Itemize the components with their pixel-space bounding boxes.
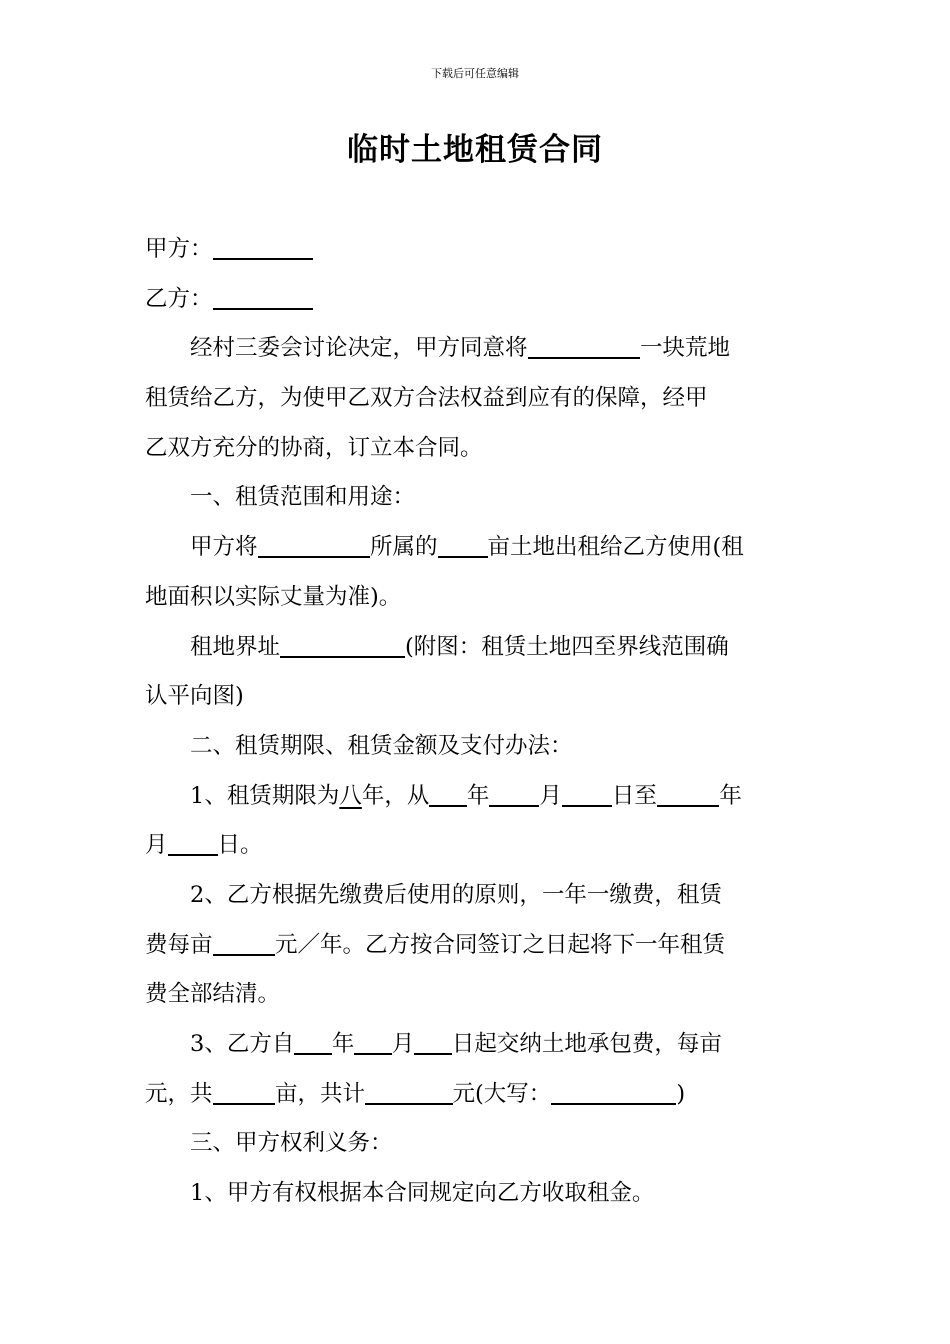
contract-line bbox=[145, 772, 807, 822]
fill-in-blank bbox=[365, 1077, 453, 1105]
fill-in-blank bbox=[280, 630, 405, 658]
text-segment: 日起交纳土地承包费，每亩 bbox=[451, 1031, 722, 1057]
text-segment: 费全部结清。 bbox=[145, 981, 281, 1008]
text-segment: 亩，共计 bbox=[275, 1080, 366, 1107]
text-segment: 地面积以实际丈量为准)。 bbox=[145, 583, 402, 610]
text-segment: 元(大写： bbox=[452, 1080, 552, 1107]
fill-in-blank bbox=[414, 1027, 452, 1055]
fill-in-blank bbox=[213, 282, 313, 310]
text-segment: 日至 bbox=[611, 782, 657, 809]
text-segment: 日。 bbox=[217, 832, 263, 859]
contract-line bbox=[145, 225, 807, 275]
text-segment: 2、乙方根据先缴费后使用的原则，一年一缴费，租赁 bbox=[145, 881, 722, 908]
underlined-text: 八 bbox=[339, 782, 362, 809]
fill-in-blank bbox=[213, 1077, 276, 1105]
fill-in-blank bbox=[657, 779, 720, 807]
text-segment: 租赁给乙方，为使甲乙双方合法权益到应有的保障，经甲 bbox=[145, 385, 708, 412]
text-segment: 甲方将 bbox=[145, 534, 258, 561]
text-segment: 租地界址 bbox=[145, 633, 281, 660]
text-segment: 月 bbox=[539, 782, 562, 809]
text-segment: 亩土地出租给乙方使用(租 bbox=[487, 534, 744, 561]
contract-line bbox=[145, 1070, 807, 1120]
text-segment: 元／年。乙方按合同签订之日起将下一年租赁 bbox=[275, 931, 726, 958]
fill-in-blank bbox=[438, 530, 488, 558]
text-segment: 一块荒地 bbox=[640, 335, 731, 362]
contract-line bbox=[145, 1119, 807, 1169]
contract-line bbox=[145, 623, 807, 673]
text-segment: 二、租赁期限、租赁金额及支付办法： bbox=[145, 732, 573, 759]
text-segment: 元，共 bbox=[145, 1080, 213, 1107]
text-segment: 月 bbox=[145, 832, 168, 859]
text-segment: 3、乙方自 bbox=[145, 1031, 295, 1057]
contract-line bbox=[145, 871, 807, 921]
contract-body bbox=[145, 225, 807, 1219]
text-segment: 年 bbox=[719, 782, 742, 809]
contract-line bbox=[145, 672, 807, 722]
fill-in-blank bbox=[551, 1077, 676, 1105]
text-segment: 年 bbox=[331, 1031, 355, 1057]
text-segment: ) bbox=[676, 1080, 686, 1107]
text-segment: 1、甲方有权根据本合同规定向乙方收取租金。 bbox=[145, 1180, 655, 1207]
text-segment: (附图：租赁土地四至界线范围确 bbox=[405, 633, 729, 660]
fill-in-blank bbox=[354, 1027, 392, 1055]
contract-line bbox=[145, 722, 807, 772]
fill-in-blank bbox=[489, 779, 539, 807]
contract-line bbox=[145, 821, 807, 871]
document-title: 临时土地租赁合同 bbox=[347, 132, 603, 168]
contract-line bbox=[145, 921, 807, 971]
contract-line bbox=[145, 970, 807, 1020]
fill-in-blank bbox=[258, 530, 371, 558]
fill-in-blank bbox=[213, 232, 313, 260]
contract-line bbox=[145, 374, 807, 424]
fill-in-blank bbox=[168, 828, 218, 856]
fill-in-blank bbox=[429, 779, 467, 807]
text-segment: 一、租赁范围和用途： bbox=[145, 484, 416, 511]
text-segment: 乙双方充分的协商，订立本合同。 bbox=[145, 434, 483, 461]
contract-line bbox=[145, 1169, 807, 1219]
text-segment: 年，从 bbox=[361, 782, 430, 809]
text-segment: 乙方： bbox=[145, 285, 213, 312]
contract-line bbox=[145, 1020, 807, 1070]
page-header-note: 下载后可任意编辑 bbox=[431, 67, 519, 80]
contract-line bbox=[145, 324, 807, 374]
fill-in-blank bbox=[562, 779, 612, 807]
contract-line bbox=[145, 424, 807, 474]
text-segment: 年 bbox=[466, 782, 490, 809]
fill-in-blank bbox=[528, 331, 641, 359]
text-segment: 认平向图) bbox=[145, 683, 244, 710]
contract-line bbox=[145, 573, 807, 623]
fill-in-blank bbox=[294, 1027, 332, 1055]
fill-in-blank bbox=[213, 928, 276, 956]
contract-line bbox=[145, 523, 807, 573]
text-segment: 所属的 bbox=[370, 534, 438, 561]
text-segment: 费每亩 bbox=[145, 931, 213, 958]
contract-line bbox=[145, 275, 807, 325]
text-segment: 月 bbox=[391, 1031, 415, 1057]
text-segment: 三、甲方权利义务： bbox=[145, 1130, 393, 1157]
text-segment: 经村三委会讨论决定，甲方同意将 bbox=[145, 335, 528, 362]
text-segment: 1、租赁期限为 bbox=[145, 782, 340, 809]
text-segment: 甲方： bbox=[145, 236, 213, 262]
contract-line bbox=[145, 473, 807, 523]
